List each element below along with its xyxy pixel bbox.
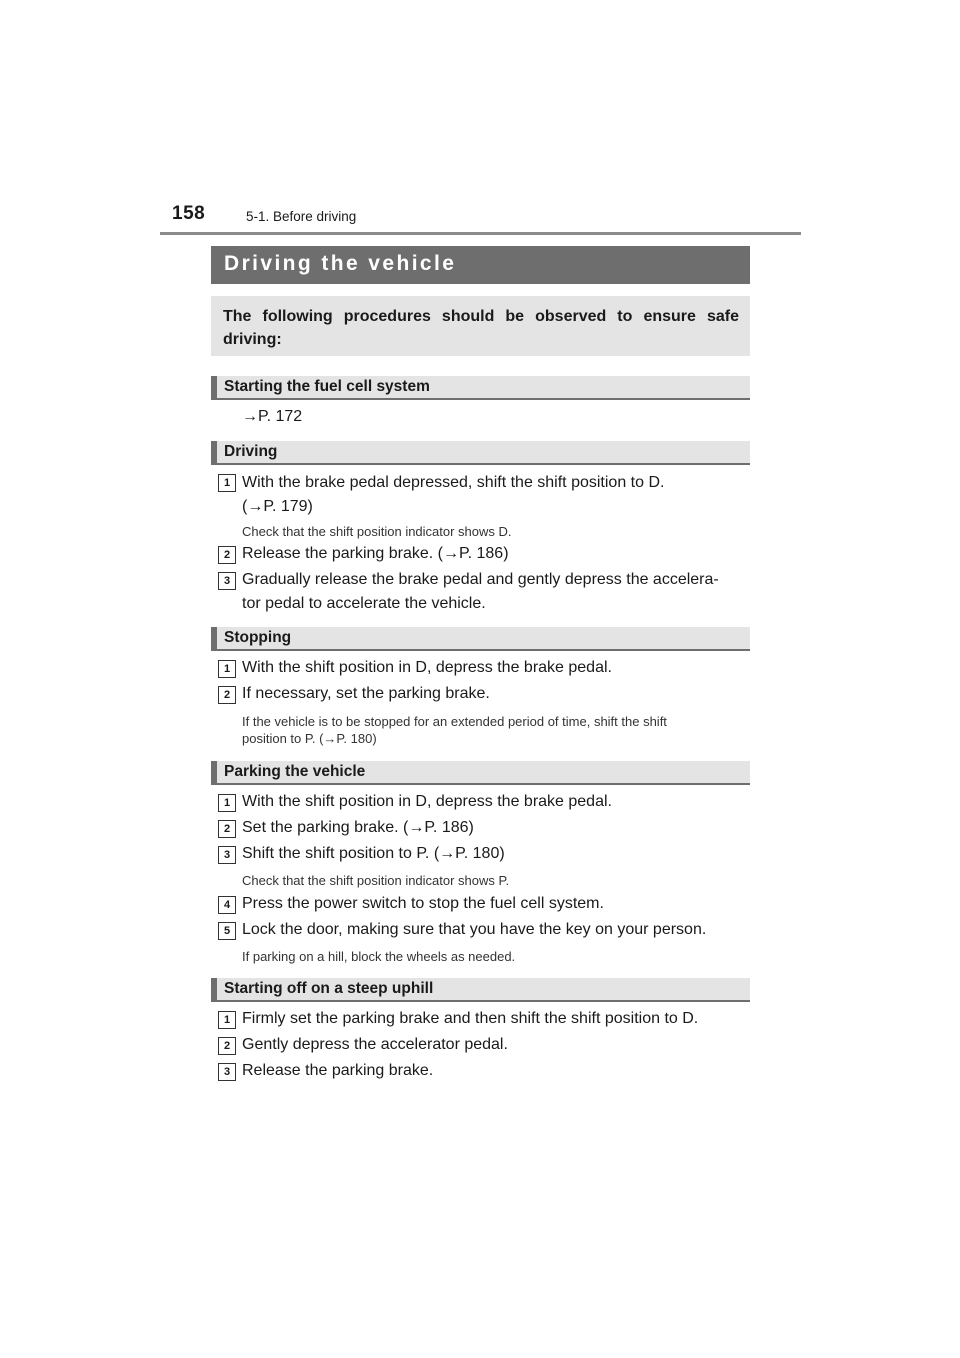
section-label: 5-1. Before driving	[246, 209, 357, 224]
uphill-step-3: Release the parking brake.	[242, 1062, 434, 1079]
parking-step-2: Set the parking brake. (→P. 186)	[242, 819, 474, 836]
subheading-uphill	[211, 978, 750, 1002]
step-number: 1	[218, 1011, 236, 1029]
step-number: 2	[218, 1037, 236, 1055]
parking-step-1: With the shift position in D, depress the brake pedal.	[242, 793, 612, 810]
stopping-step-2: If necessary, set the parking brake.	[242, 685, 490, 702]
subheading-parking	[211, 761, 750, 785]
step-number: 4	[218, 896, 236, 914]
subheading-label: Starting the fuel cell system	[224, 378, 430, 395]
intro-box	[211, 296, 750, 356]
subheading-label: Stopping	[224, 629, 292, 646]
parking-step-4: Press the power switch to stop the fuel cell system.	[242, 895, 604, 912]
page-header	[0, 0, 960, 240]
driving-step-1: With the brake pedal depressed, shift the shift position to D.	[242, 474, 665, 491]
stopping-note-1: If the vehicle is to be stopped for an extended period of time, shift the shift	[242, 714, 667, 729]
step-number: 3	[218, 1063, 236, 1081]
starting-reference: →P. 172	[242, 408, 303, 425]
subheading-driving	[211, 441, 750, 465]
step-number: 1	[218, 660, 236, 678]
subheading-label: Driving	[224, 443, 278, 460]
intro-text: The following procedures should be observed to ensure safe driving:	[223, 308, 739, 348]
subheading-label: Parking the vehicle	[224, 763, 366, 780]
step-number: 2	[218, 820, 236, 838]
uphill-step-2: Gently depress the accelerator pedal.	[242, 1036, 508, 1053]
page-title-bar	[211, 246, 750, 284]
parking-step-3: Shift the shift position to P. (→P. 180)	[242, 845, 505, 862]
page-number: 158	[172, 203, 206, 224]
step-number: 1	[218, 794, 236, 812]
page-title: Driving the vehicle	[224, 252, 457, 275]
driving-step-1-ref: (→P. 179)	[242, 498, 313, 515]
driving-step-1-note: Check that the shift position indicator shows D.	[242, 524, 512, 539]
step-number: 1	[218, 474, 236, 492]
step-number: 2	[218, 686, 236, 704]
step-number: 3	[218, 846, 236, 864]
stopping-step-1: With the shift position in D, depress the brake pedal.	[242, 659, 612, 676]
step-number: 5	[218, 922, 236, 940]
parking-step-3-note: Check that the shift position indicator shows P.	[242, 873, 510, 888]
driving-step-2: Release the parking brake. (→P. 186)	[242, 545, 509, 562]
step-number: 3	[218, 572, 236, 590]
stopping-note-2: position to P. (→P. 180)	[242, 731, 377, 746]
subheading-label: Starting off on a steep uphill	[224, 980, 434, 997]
header-rule	[160, 232, 801, 235]
driving-step-3-cont: tor pedal to accelerate the vehicle.	[242, 595, 486, 612]
parking-step-5: Lock the door, making sure that you have the key on your person.	[242, 921, 707, 938]
step-number: 2	[218, 546, 236, 564]
parking-step-5-note: If parking on a hill, block the wheels as needed.	[242, 949, 516, 964]
driving-step-3: Gradually release the brake pedal and gently depress the accelera-	[242, 571, 719, 588]
uphill-step-1: Firmly set the parking brake and then shift the shift position to D.	[242, 1010, 699, 1027]
subheading-starting	[211, 376, 750, 400]
subheading-stopping	[211, 627, 750, 651]
